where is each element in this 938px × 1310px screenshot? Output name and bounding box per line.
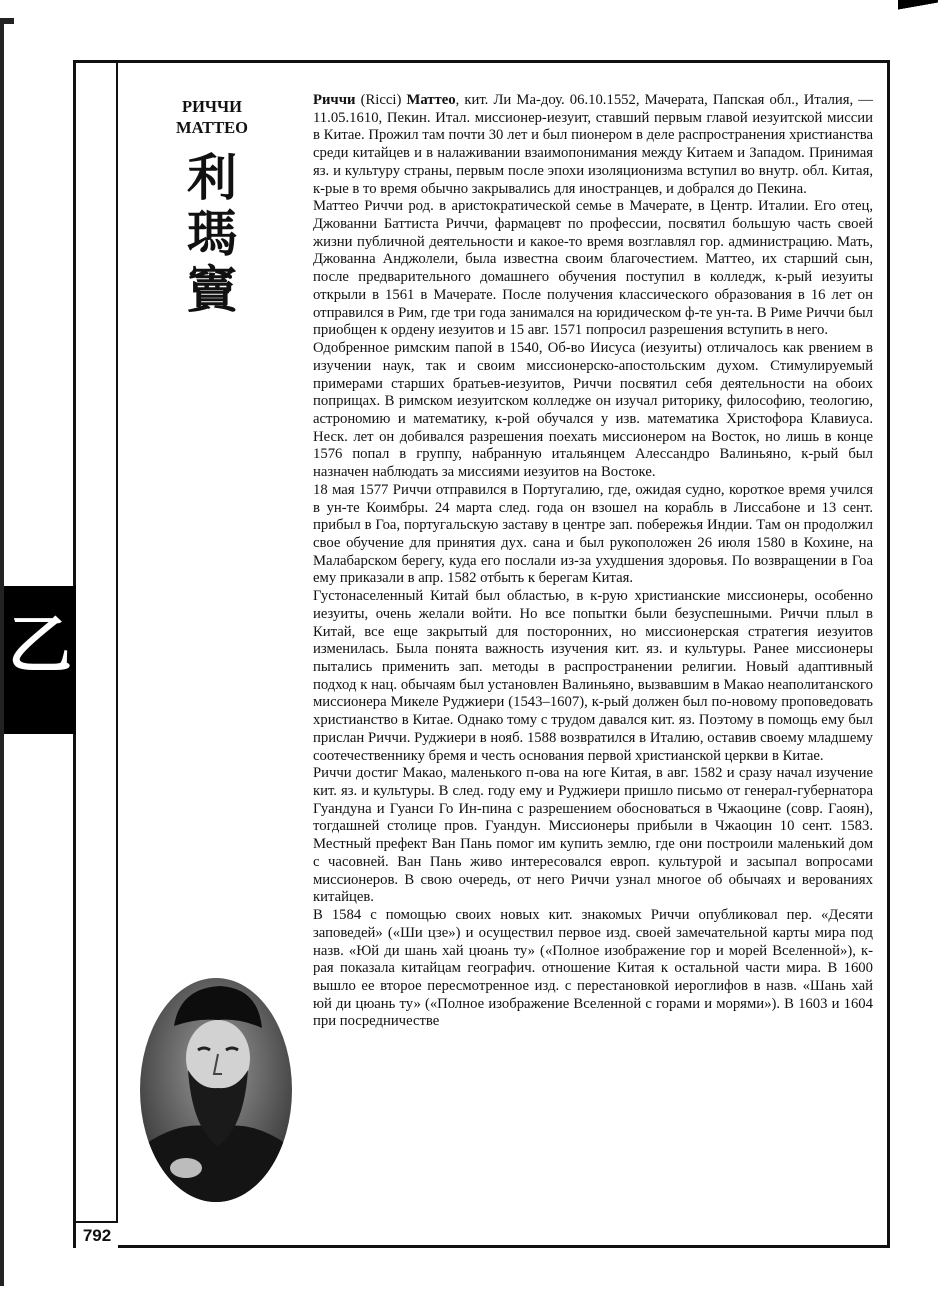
article-paragraph: Риччи достиг Макао, маленького п-ова на юге Китая, в авг. 1582 и сразу начал изучение кит. яз. и культуры. В след. году ему и Руджиери пришло письмо от генерал-губернатора Гуандуна и Гуанси Го Ин-пина с разрешением обосноваться в Чжаоцине (совр. Гаоян), тогдашней столице пров. Гуандун. Миссионеры прибыли в Чжаоцин 10 сент. 1583. Местный префект Ван Пань помог им купить землю, где они построили маленький дом с часовней. Ван Пань живо интересовался европ. культурой и засыпал вопросами миссионеров. В свою очередь, от него Риччи узнал многое об обычаях и верованиях китайцев. [313, 765, 873, 906]
portrait-image [140, 978, 292, 1202]
article-intro [313, 92, 873, 198]
article-paragraph: Густонаселенный Китай был областью, в к-рую христианские миссионеры, особенно иезуиты, очень желали войти. Но все попытки были безуспешными. Риччи плыл в Китай, все еще закрытый для посторонних, но миссионерская стратегия иезуитов изменилась. Была понята важность изучения кит. яз. и культуры. Ранее миссионеры пытались применить зап. методы в распространении религии. Новый адаптивный подход к нац. обычаям был установлен Валиньяно, вызвавшим в Макао неаполитанского миссионера Микеле Руджиери (1543–1607), к-рый должен был по-новому проповедовать христианство в Китае. Однако тому с трудом давался кит. яз. Поэтому в помощь ему был прислан Риччи. Руджиери в нояб. 1588 возвратился в Италию, оставив своему младшему соотечественнику бремя и честь основания первой христианской церкви в Китае. [313, 588, 873, 764]
thumb-index-glyph: 乙 [8, 609, 72, 683]
article-paragraph: В 1584 с помощью своих новых кит. знакомых Риччи опубликовал пер. «Десяти заповедей» («Ши цзе») и осуществил первое изд. своей замечательной карты мира под назв. «Юй ди шань хай цюань ту» («Полное изображение гор и морей Вселенной»), к-рая показала китайцам географич. отношение Китая к остальной части мира. В 1600 вышло ее второе пересмотренное изд. с перестановкой иероглифов в назв. «Шань хай юй ди цюань ту» («Полное изображение Вселенной с горами и морями»). В 1603 и 1604 при посредничестве [313, 907, 873, 1030]
chinese-char-li: 利 [187, 149, 237, 207]
margin-rule [116, 60, 118, 1248]
chinese-char-dou: 竇 [187, 261, 237, 319]
thumb-index-tab [4, 586, 76, 734]
article-paragraph: 18 мая 1577 Риччи отправился в Португалию, где, ожидая судно, короткое время учился в ун-те Коимбры. 24 марта след. года он взошел на корабль в Лиссабоне и 13 сент. прибыл в Гоа, португальскую заставу в центре зап. побережья Индии. Там он продолжил свое обучение для принятия дух. сана и был рукоположен 26 июля 1580 в Кохине, на Малабарском берегу, куда его послали из-за ухудшения здоровья. По возвращении в Гоа ему приказали в апр. 1582 отбыть к берегам Китая. [313, 481, 873, 587]
scan-corner-mark [898, 0, 938, 14]
article-intro-text: , кит. Ли Ма-доу. 06.10.1552, Мачерата, Папская обл., Италия, — 11.05.1610, Пекин. Итал. миссионер-иезуит, ставший первым главой иезуитской миссии в Китае. Прожил там почти 30 лет и был пионером в деле распространения христианства среди китайцев и в налаживании взаимопонимания между Китаем и Западом. Принимая яз. и культуру страны, первым после эпохи изоляционизма вступил во внутр. обл. Китая, к-рые в то время обычно закрывались для иностранцев, и добрался до Пекина. [313, 92, 873, 197]
article-body [313, 92, 873, 1031]
article-paragraph: Одобренное римским папой в 1540, Об-во Иисуса (иезуиты) отличалось как рвением в изучении наук, так и своим миссионерско-апостольским духом. Стимулируемый примерами старших братьев-иезуитов, Риччи посвятил себя деятельности на обоих поприщах. В римском иезуитском колледже он изучал риторику, философию, теологию, астрономию и математику, к-рой обучался у изв. математика Христофора Клавиуса. Неск. лет он добивался разрешения поехать миссионером на Восток, но лишь в конце 1576 попал в группу, набранную итальянцем Алессандро Валиньяно, к-рый был назначен наблюдать за миссиями иезуитов на Востоке. [313, 340, 873, 481]
entry-given-name: МАТТЕО [176, 118, 248, 137]
page-number: 792 [76, 1221, 118, 1249]
article-lead-latin: (Ricci) [355, 92, 407, 108]
article-lead-surname: Риччи [313, 92, 356, 108]
entry-surname: РИЧЧИ [182, 97, 242, 116]
chinese-name [166, 150, 258, 318]
article-paragraph: Маттео Риччи род. в аристократической семье в Мачерате, в Центр. Италии. Его отец, Джованни Баттиста Риччи, фармацевт по профессии, посвятил большую часть своей жизни публичной деятельности и какое-то время возглавлял гор. администрацию. Мать, Джованна Анджолели, была известна своим благочестием. Маттео, их старший сын, после предварительного домашнего обучения поступил в колледж, к-рый иезуиты открыли в 1561 в Мачерате. После получения классического образования в 16 лет он отправился в Рим, где три года занимался на юридическом ф-те ун-та. В Риме Риччи был приобщен к ордену иезуитов и 15 авг. 1571 попросил разрешения вступить в него. [313, 198, 873, 339]
chinese-char-ma: 瑪 [187, 205, 237, 263]
portrait-engraving [140, 978, 292, 1202]
entry-heading [150, 96, 274, 138]
article-lead-given-name: Маттео [406, 92, 456, 108]
